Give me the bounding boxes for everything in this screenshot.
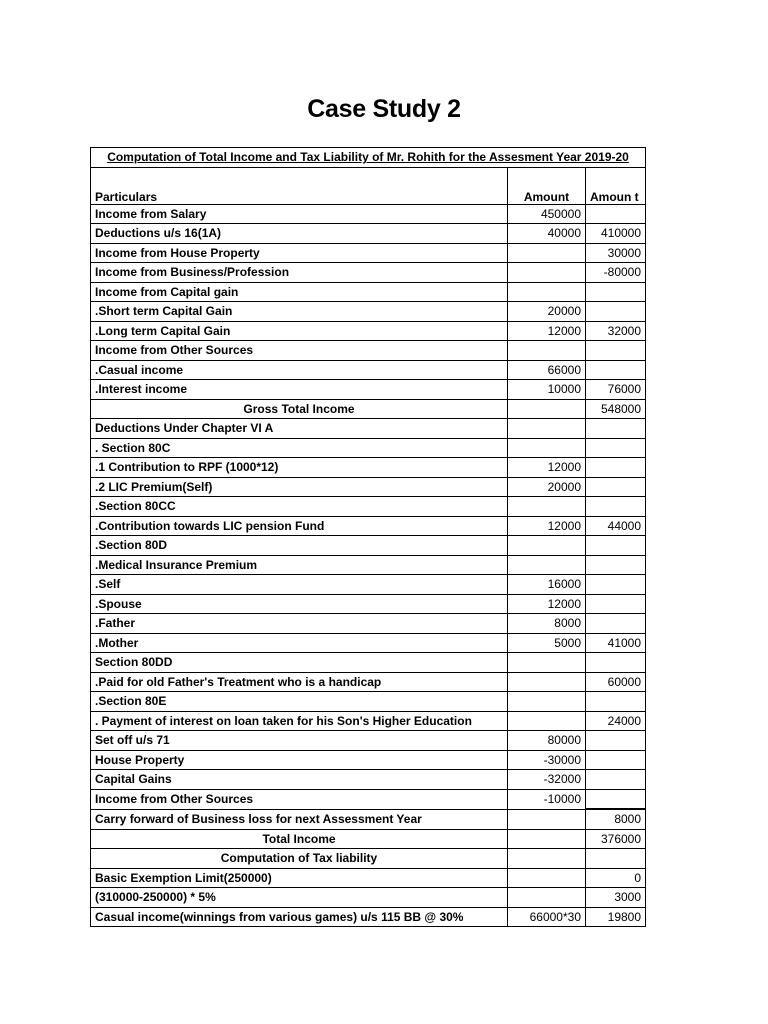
- row-total: 548000: [586, 399, 646, 419]
- row-particulars: .Father: [91, 614, 508, 634]
- table-row: [91, 829, 646, 849]
- row-particulars: . Payment of interest on loan taken for his Son's Higher Education: [91, 711, 508, 731]
- table-row: [91, 204, 646, 224]
- row-amount: 16000: [508, 575, 586, 595]
- row-particulars: .Section 80E: [91, 692, 508, 712]
- row-amount: [508, 399, 586, 419]
- row-total: [586, 536, 646, 556]
- row-amount: 8000: [508, 614, 586, 634]
- row-amount: 40000: [508, 224, 586, 244]
- row-amount: -10000: [508, 789, 586, 809]
- table-row: [91, 555, 646, 575]
- row-particulars: .Short term Capital Gain: [91, 302, 508, 322]
- row-amount: 12000: [508, 516, 586, 536]
- row-particulars: Basic Exemption Limit(250000): [91, 868, 508, 888]
- row-amount: [508, 653, 586, 673]
- table-row: [91, 809, 646, 829]
- row-total: [586, 477, 646, 497]
- row-total: [586, 360, 646, 380]
- row-amount: 12000: [508, 321, 586, 341]
- table-row: [91, 224, 646, 244]
- row-total: 3000: [586, 888, 646, 908]
- table-row: [91, 907, 646, 927]
- row-total: -80000: [586, 263, 646, 283]
- row-particulars: .Section 80D: [91, 536, 508, 556]
- table-row: [91, 536, 646, 556]
- row-amount: [508, 536, 586, 556]
- row-amount: 12000: [508, 594, 586, 614]
- row-total: 41000: [586, 633, 646, 653]
- row-particulars: Income from Other Sources: [91, 789, 508, 809]
- row-amount: -32000: [508, 770, 586, 790]
- row-particulars: .Long term Capital Gain: [91, 321, 508, 341]
- table-row: [91, 321, 646, 341]
- page-title: Case Study 2: [307, 95, 461, 123]
- row-total: [586, 419, 646, 439]
- row-amount: 20000: [508, 477, 586, 497]
- row-amount: [508, 692, 586, 712]
- row-amount: 66000: [508, 360, 586, 380]
- row-amount: [508, 672, 586, 692]
- table-row: [91, 614, 646, 634]
- table-row: [91, 419, 646, 439]
- table-row: [91, 282, 646, 302]
- row-total: 32000: [586, 321, 646, 341]
- table-row: [91, 672, 646, 692]
- row-total: [586, 555, 646, 575]
- row-total: 30000: [586, 243, 646, 263]
- table-row: [91, 341, 646, 361]
- table-row: [91, 575, 646, 595]
- row-amount: 20000: [508, 302, 586, 322]
- table-row: [91, 477, 646, 497]
- table-row: [91, 263, 646, 283]
- table-row: [91, 750, 646, 770]
- row-particulars: Total Income: [91, 829, 508, 849]
- row-particulars: Section 80DD: [91, 653, 508, 673]
- column-header-total: Amoun t: [586, 167, 646, 204]
- row-amount: [508, 711, 586, 731]
- row-total: [586, 497, 646, 517]
- row-particulars: Set off u/s 71: [91, 731, 508, 751]
- row-particulars: Computation of Tax liability: [91, 849, 508, 869]
- table-body: [91, 148, 646, 927]
- row-total: 8000: [586, 809, 646, 829]
- row-particulars: (310000-250000) * 5%: [91, 888, 508, 908]
- row-particulars: Gross Total Income: [91, 399, 508, 419]
- row-total: 60000: [586, 672, 646, 692]
- row-amount: 10000: [508, 380, 586, 400]
- table-row: [91, 770, 646, 790]
- table-row: [91, 711, 646, 731]
- row-amount: [508, 849, 586, 869]
- row-particulars: Income from Capital gain: [91, 282, 508, 302]
- row-amount: [508, 809, 586, 829]
- table-row: [91, 868, 646, 888]
- row-particulars: .Casual income: [91, 360, 508, 380]
- row-amount: 66000*30: [508, 907, 586, 927]
- row-total: 0: [586, 868, 646, 888]
- row-total: [586, 438, 646, 458]
- row-particulars: House Property: [91, 750, 508, 770]
- row-amount: [508, 829, 586, 849]
- table-heading: Computation of Total Income and Tax Liability of Mr. Rohith for the Assesment Year 2019-20: [91, 148, 646, 168]
- row-amount: [508, 868, 586, 888]
- row-particulars: Income from House Property: [91, 243, 508, 263]
- row-amount: [508, 888, 586, 908]
- row-particulars: Deductions Under Chapter VI A: [91, 419, 508, 439]
- row-total: 24000: [586, 711, 646, 731]
- table-row: [91, 731, 646, 751]
- table-row: [91, 438, 646, 458]
- row-particulars: Carry forward of Business loss for next Assessment Year: [91, 809, 508, 829]
- row-particulars: .1 Contribution to RPF (1000*12): [91, 458, 508, 478]
- row-total: [586, 458, 646, 478]
- table-row: [91, 516, 646, 536]
- table-row: [91, 360, 646, 380]
- row-amount: [508, 438, 586, 458]
- row-amount: -30000: [508, 750, 586, 770]
- row-amount: 450000: [508, 204, 586, 224]
- table-row: [91, 380, 646, 400]
- row-particulars: Casual income(winnings from various games) u/s 115 BB @ 30%: [91, 907, 508, 927]
- column-header-amount: Amount: [508, 167, 586, 204]
- table-row: [91, 497, 646, 517]
- row-particulars: . Section 80C: [91, 438, 508, 458]
- row-particulars: .Interest income: [91, 380, 508, 400]
- row-total: [586, 204, 646, 224]
- row-particulars: .Self: [91, 575, 508, 595]
- row-total: [586, 302, 646, 322]
- row-particulars: .Contribution towards LIC pension Fund: [91, 516, 508, 536]
- row-total: [586, 692, 646, 712]
- row-particulars: Deductions u/s 16(1A): [91, 224, 508, 244]
- table-row: [91, 692, 646, 712]
- computation-table: [90, 147, 646, 927]
- row-particulars: Income from Salary: [91, 204, 508, 224]
- row-particulars: Income from Business/Profession: [91, 263, 508, 283]
- row-total: [586, 653, 646, 673]
- table-row: [91, 399, 646, 419]
- row-amount: [508, 419, 586, 439]
- row-amount: [508, 282, 586, 302]
- row-total: [586, 575, 646, 595]
- row-total: [586, 750, 646, 770]
- row-total: [586, 594, 646, 614]
- row-total: 44000: [586, 516, 646, 536]
- table-row: [91, 458, 646, 478]
- row-particulars: Capital Gains: [91, 770, 508, 790]
- table-row: [91, 888, 646, 908]
- row-amount: 5000: [508, 633, 586, 653]
- row-amount: [508, 341, 586, 361]
- table-heading-row: [91, 148, 646, 168]
- row-particulars: .2 LIC Premium(Self): [91, 477, 508, 497]
- row-amount: [508, 555, 586, 575]
- row-particulars: .Mother: [91, 633, 508, 653]
- table-row: [91, 302, 646, 322]
- column-header-particulars: Particulars: [91, 167, 508, 204]
- row-total: 376000: [586, 829, 646, 849]
- row-amount: 80000: [508, 731, 586, 751]
- row-particulars: .Paid for old Father's Treatment who is a handicap: [91, 672, 508, 692]
- row-amount: [508, 243, 586, 263]
- table-row: [91, 789, 646, 809]
- row-total: [586, 341, 646, 361]
- row-total: [586, 614, 646, 634]
- table-row: [91, 594, 646, 614]
- row-total: [586, 731, 646, 751]
- row-total: [586, 849, 646, 869]
- table-row: [91, 653, 646, 673]
- column-header-row: [91, 167, 646, 204]
- row-particulars: Income from Other Sources: [91, 341, 508, 361]
- row-amount: [508, 263, 586, 283]
- row-total: [586, 770, 646, 790]
- table-row: [91, 243, 646, 263]
- table-row: [91, 633, 646, 653]
- row-particulars: .Medical Insurance Premium: [91, 555, 508, 575]
- table-row: [91, 849, 646, 869]
- row-total: [586, 789, 646, 809]
- row-total: 76000: [586, 380, 646, 400]
- row-amount: [508, 497, 586, 517]
- row-particulars: .Spouse: [91, 594, 508, 614]
- row-total: [586, 282, 646, 302]
- row-total: 410000: [586, 224, 646, 244]
- row-amount: 12000: [508, 458, 586, 478]
- row-particulars: .Section 80CC: [91, 497, 508, 517]
- row-total: 19800: [586, 907, 646, 927]
